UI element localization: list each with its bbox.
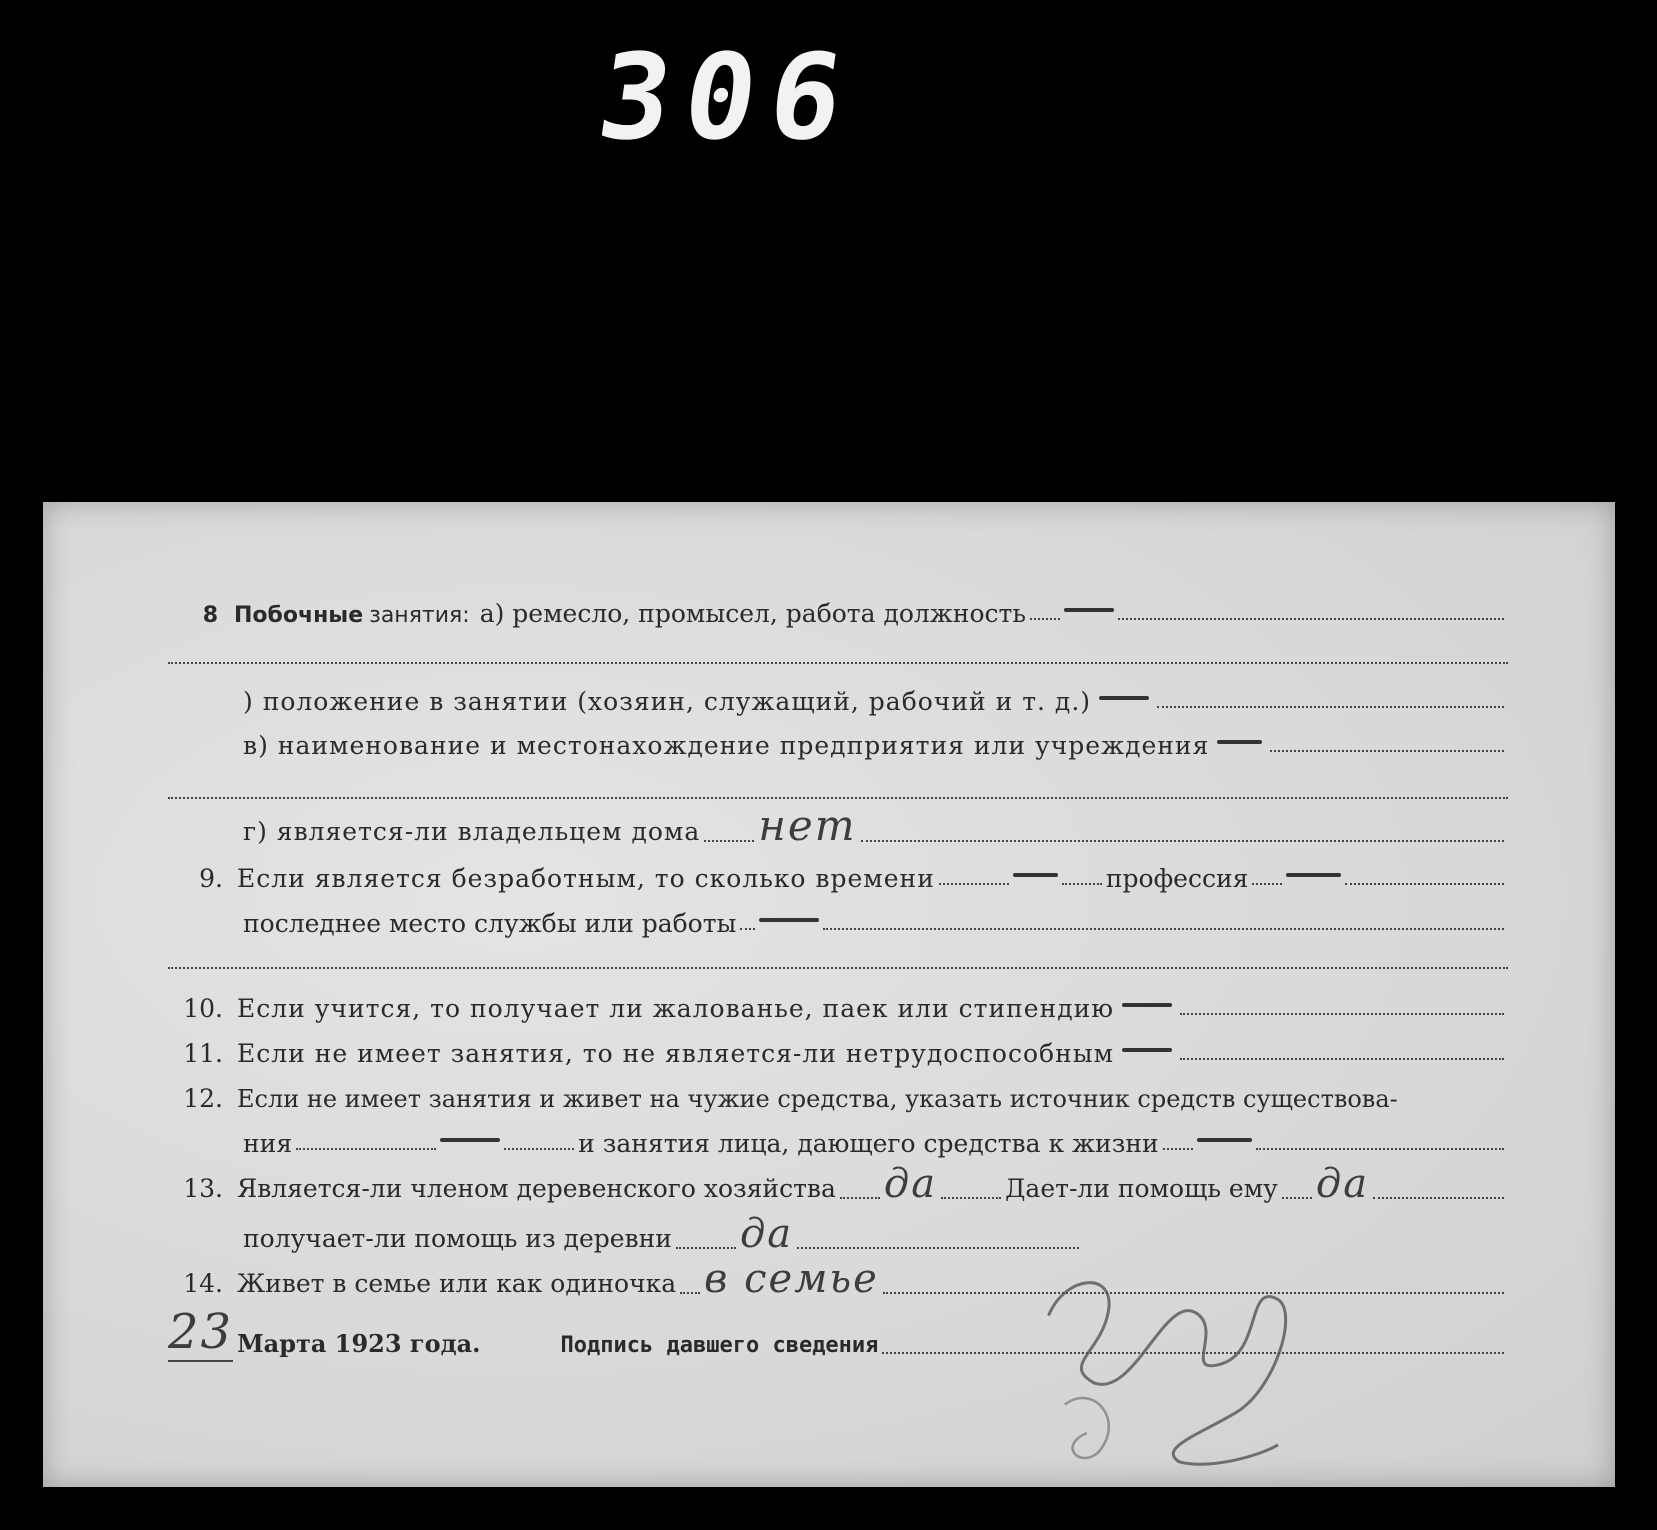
q12-number: 12.: [183, 1084, 223, 1113]
q9-row-2: [243, 902, 1508, 938]
q8-a-dots: [1030, 617, 1060, 620]
q8-v-continuation-line: [168, 797, 1508, 799]
q9-last-dots: [740, 927, 755, 930]
q14-dots: [680, 1291, 700, 1294]
q14-row: [183, 1252, 1508, 1302]
q8-b-dash: [1099, 696, 1149, 700]
q8-g-dots: [704, 839, 754, 842]
q9-dots-2: [1062, 882, 1102, 885]
q8-row-a: [198, 592, 1508, 628]
q12-dots-1: [296, 1147, 436, 1150]
q10-dash: [1122, 1003, 1172, 1007]
q13-answer-1: да: [883, 1161, 938, 1207]
q8-a-continuation-line: [168, 662, 1508, 664]
q11-text: Если не имеет занятия, то не является-ли нетрудоспособным: [237, 1039, 1115, 1068]
q13-line-2: [797, 1246, 1079, 1249]
census-card: [43, 502, 1615, 1487]
q8-v-line: [1270, 749, 1504, 752]
q9-last-line: [823, 927, 1504, 930]
q12-dash-1: [440, 1138, 500, 1142]
q12-cont: ния: [243, 1129, 293, 1158]
q9-dash-2: [1286, 873, 1341, 877]
footer-day: 23: [168, 1304, 234, 1360]
footer-date: Марта 1923 года.: [237, 1329, 481, 1358]
q12-line: [1256, 1147, 1504, 1150]
q14-answer: в семье: [704, 1256, 879, 1302]
q8-a-text: а) ремесло, промысел, работа должность: [479, 599, 1026, 628]
q9-text: Если является безработным, то сколько времени: [237, 864, 935, 893]
q10-row: [183, 987, 1508, 1023]
q12-cont2: и занятия лица, дающего средства к жизни: [578, 1129, 1159, 1158]
q14-text: Живет в семье или как одиночка: [237, 1269, 677, 1298]
q13-number: 13.: [183, 1174, 223, 1203]
q13-answer-3: да: [739, 1211, 794, 1257]
q8-v-dash: [1217, 740, 1262, 744]
q13-text: Является-ли членом деревенского хозяйства: [237, 1174, 836, 1203]
q11-row: [183, 1032, 1508, 1068]
q8-g-answer: нет: [758, 801, 857, 850]
q13-help: Дает-ли помощь ему: [1005, 1174, 1278, 1203]
q13-row: [183, 1157, 1508, 1207]
q8-a-line: [1118, 617, 1504, 620]
q9-last-place: последнее место службы или работы: [243, 909, 737, 938]
q8-label: занятия:: [369, 603, 470, 628]
q10-text: Если учится, то получает ли жалованье, паек или стипендию: [237, 994, 1115, 1023]
q13-receive: получает-ли помощь из деревни: [243, 1224, 672, 1253]
q9-continuation-line: [168, 967, 1508, 969]
handwritten-signature: [1024, 1238, 1321, 1513]
q8-b-line: [1157, 705, 1504, 708]
q11-dash: [1122, 1048, 1172, 1052]
q9-last-dash: [759, 918, 819, 922]
footer-signature-label: Подпись давшего сведения: [560, 1333, 879, 1358]
q8-g-text: г) является-ли владельцем дома: [243, 817, 701, 846]
q13-dots-1: [840, 1196, 880, 1199]
q9-dash-1: [1013, 873, 1058, 877]
q8-b-text: ) положение в занятии (хозяин, служащий, рабочий и т. д.): [243, 687, 1092, 716]
q12-row: [183, 1077, 1508, 1113]
q8-row-b: [243, 680, 1508, 716]
q8-g-line: [861, 839, 1504, 842]
q13-dots-2: [941, 1196, 1001, 1199]
q14-number: 14.: [183, 1269, 223, 1298]
q8-v-text: в) наименование и местонахождение предприятия или учреждения: [243, 731, 1210, 760]
q8-row-v: [243, 724, 1508, 760]
q12-dots-3: [1163, 1147, 1193, 1150]
q8-row-g: [243, 802, 1508, 850]
q11-line: [1180, 1057, 1504, 1060]
q13-row-2: [243, 1207, 1083, 1257]
q10-line: [1180, 1012, 1504, 1015]
q10-number: 10.: [183, 994, 223, 1023]
q13-answer-2: да: [1315, 1161, 1370, 1207]
q12-text: Если не имеет занятия и живет на чужие средства, указать источник средств существова-: [237, 1085, 1398, 1113]
q9-number: 9.: [199, 864, 223, 893]
q8-number: 8: [202, 603, 218, 628]
q13-dots-4: [676, 1246, 736, 1249]
frame-number: 306: [590, 28, 865, 166]
q12-row-2: [243, 1122, 1508, 1158]
q12-dots-2: [504, 1147, 574, 1150]
q13-line: [1373, 1196, 1504, 1199]
q13-dots-3: [1282, 1196, 1312, 1199]
q11-number: 11.: [183, 1039, 223, 1068]
q12-dash-2: [1197, 1138, 1252, 1142]
q9-row: [183, 857, 1508, 893]
q9-dots-1: [939, 882, 1009, 885]
q8-a-dash: [1064, 608, 1114, 612]
q9-line: [1345, 882, 1504, 885]
q9-dots-3: [1252, 882, 1282, 885]
q8-label-bold: Побочные: [234, 603, 364, 628]
q9-profession: профессия: [1105, 864, 1249, 893]
